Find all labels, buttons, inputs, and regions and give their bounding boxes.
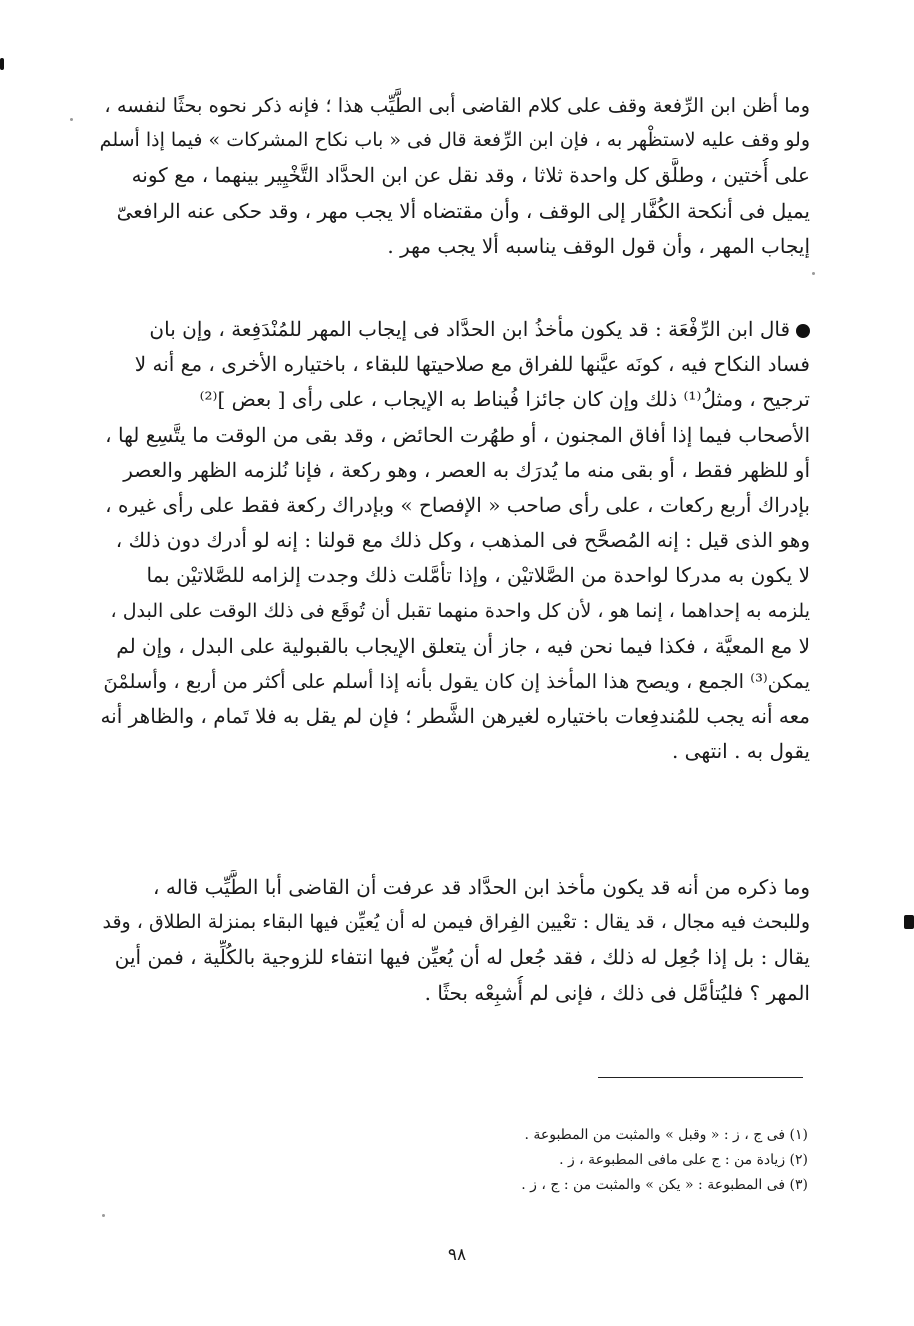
paragraph-2 — [100, 312, 810, 770]
text-line: ترجيح ، ومثلُ⁽¹⁾ ذلك وإن كان جائزا فُيناط به الإيجاب ، على رأى [ بعض ]⁽²⁾ — [199, 387, 810, 412]
bullet-icon — [796, 324, 810, 338]
footnotes — [300, 1123, 808, 1198]
text-line: ولو وقف عليه لاستظْهر به ، فإن ابن الرِّفعة قال فى « باب نكاح المشركات » فيما إذا أسلم — [100, 129, 810, 152]
text-line: يلزمه به إحداهما ، إنما هو ، لأن كل واحدة منهما تقبل أن تُوقَع فى ذلك الوقت على البدل ، — [110, 599, 810, 622]
text-line: قال ابن الرِّفْعَة : قد يكون مأخذُ ابن الحدَّاد فى إيجاب المهر للمُنْدَفِعة ، وإن بان — [149, 317, 790, 341]
footnote-divider — [598, 1077, 803, 1078]
text-line: لا يكون به مدركا لواحدة من الصَّلاتيْن ، وإذا تأمَّلت ذلك وجدت إلزامه للصَّلاتيْن بما — [146, 563, 810, 588]
text-line: وهو الذى قيل : إنه المُصحَّح فى المذهب ، وكل ذلك مع قولنا : إنه لو أدرك دون ذلك ، — [115, 528, 810, 553]
text-line: وما أظن ابن الرِّفعة وقف على كلام القاضى أبى الطَّيِّب هذا ؛ فإنه ذكر نحوه بحثًا لنفسه ، — [104, 94, 810, 117]
footnote-3: (٣) فى المطبوعة : « يكن » والمثبت من : ج ، ز . — [521, 1177, 808, 1193]
text-line: يقال : بل إذا جُعِل له ذلك ، فقد جُعل له أن يُعيِّن فيها انتفاء للزوجية بالكُلِّية ، فمن أين — [114, 945, 810, 970]
text-line: أو للظهر فقط ، أو بقى منه ما يُدرَك به العصر ، وهو ركعة ، فإنا نُلزمه الظهر والعصر — [123, 457, 810, 482]
text-line: على أُختين ، وطلَّق كل واحدة ثلاثا ، وقد نقل عن ابن الحدَّاد التَّخْيِير بينهما ، مع كونه — [131, 163, 810, 188]
text-line: وللبحث فيه مجال ، قد يقال : تعْيين الفِراق فيمن له أن يُعيِّن فيها البقاء بمنزلة الطلاق ، وقد — [102, 911, 810, 934]
text-line: وما ذكره من أنه قد يكون مأخذ ابن الحدَّاد قد عرفت أن القاضى أبا الطَّيِّب قاله ، — [153, 875, 810, 899]
scan-edge-mark — [904, 915, 914, 929]
scan-speck — [70, 118, 73, 121]
paragraph-3 — [100, 870, 810, 1011]
page-number: ٩٨ — [447, 1245, 467, 1265]
text-line: فساد النكاح فيه ، كونَه عيَّنها للفراق مع صلاحيتها للبقاء ، باختياره الأخرى ، مع أنه لا — [134, 352, 810, 377]
text-line: معه أنه يجب للمُندفِعات باختياره لغيرهن الشَّطر ؛ فإن لم يقل به فلا تَمام ، والظاهر أنه — [100, 704, 810, 729]
text-line-first — [100, 312, 810, 347]
text-line: إيجاب المهر ، وأن قول الوقف يناسبه ألا يجب مهر . — [387, 233, 810, 258]
footnote-1: (١) فى ج ، ز : « وقبل » والمثبت من المطبوعة . — [524, 1127, 808, 1143]
text-line: لا مع المعيَّة ، فكذا فيما نحن فيه ، جاز أن يتعلق الإيجاب بالقبولية على البدل ، وإن لم — [116, 633, 810, 658]
text-line: الأصحاب فيما إذا أفاق المجنون ، أو طهُرت الحائض ، وقد بقى من الوقت ما يتَّسِع لها ، — [105, 422, 810, 447]
text-line: يميل فى أنكحة الكُفَّار إلى الوقف ، وأن مقتضاه ألا يجب مهر ، وقد حكى عنه الرافعىّ — [116, 198, 810, 223]
text-line: يمكن⁽³⁾ الجمع ، ويصح هذا المأخذ إن كان يقول بأنه إذا أسلم على أكثر من أربع ، وأسلمْنَ — [103, 670, 810, 694]
paragraph-1 — [100, 88, 810, 264]
scan-speck — [812, 272, 815, 275]
text-line: يقول به . انتهى . — [671, 739, 810, 764]
scan-edge-mark — [0, 58, 4, 70]
footnote-2: (٢) زيادة من : ج على مافى المطبوعة ، ز . — [559, 1152, 808, 1168]
scan-speck — [102, 1214, 105, 1217]
text-line: بإدراك أربع ركعات ، على رأى صاحب « الإفصاح » وبإدراك ركعة فقط على رأى غيره ، — [105, 493, 810, 518]
text-line: المهر ؟ فليُتأمَّل فى ذلك ، فإنى لم أُشبِعْه بحثًا . — [424, 980, 810, 1005]
